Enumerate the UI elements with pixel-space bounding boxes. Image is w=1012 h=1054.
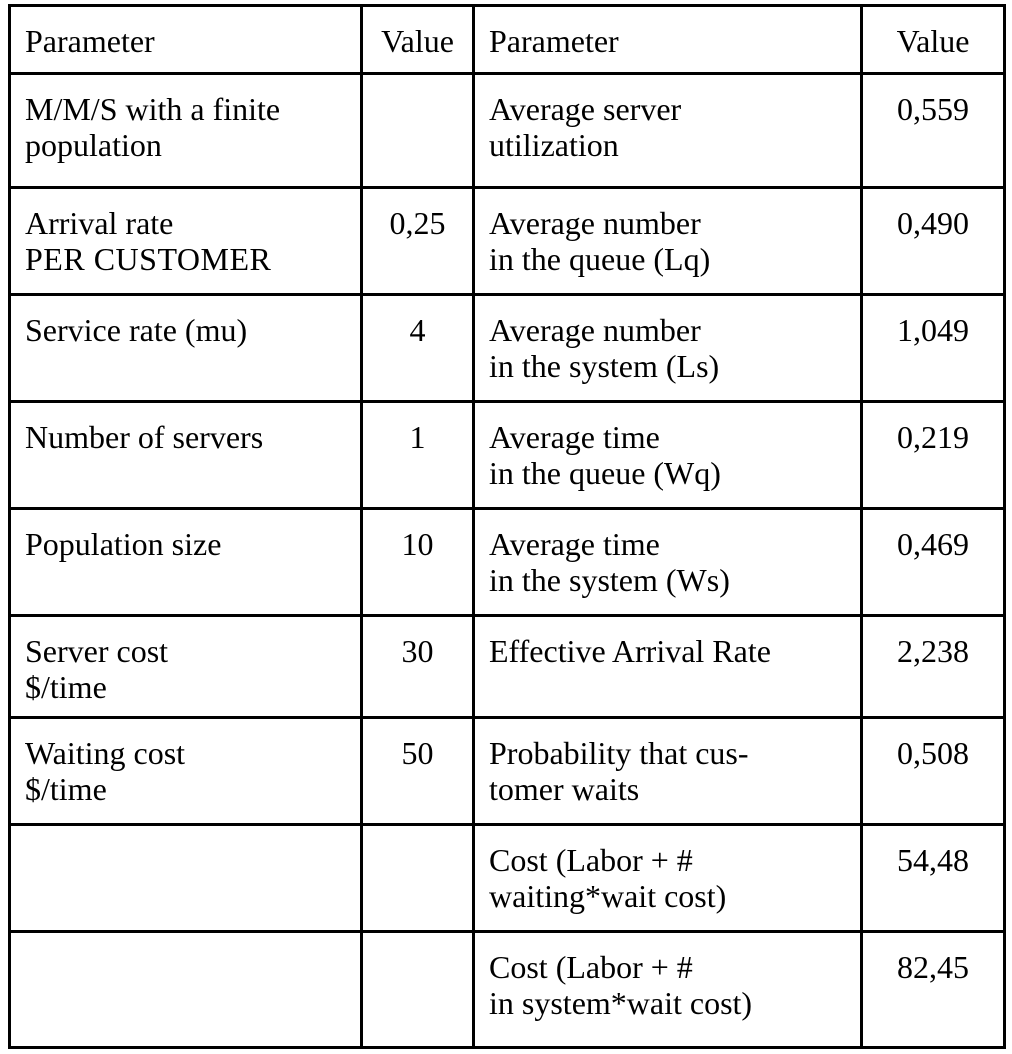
input-value-cell: 0,25 bbox=[362, 188, 474, 295]
output-parameter-line: Probability that cus- bbox=[489, 735, 749, 771]
header-value-left: Value bbox=[362, 6, 474, 74]
output-parameter-line: Effective Arrival Rate bbox=[489, 633, 771, 669]
input-parameter-cell bbox=[10, 295, 362, 402]
table-row bbox=[10, 509, 1005, 616]
input-parameter-line: Number of servers bbox=[25, 419, 264, 455]
input-parameter-cell bbox=[10, 402, 362, 509]
input-value-cell: 10 bbox=[362, 509, 474, 616]
table-row bbox=[10, 74, 1005, 188]
input-value-cell bbox=[362, 932, 474, 1048]
table-row bbox=[10, 718, 1005, 825]
table-row bbox=[10, 295, 1005, 402]
input-parameter-line: Server cost bbox=[25, 633, 169, 669]
output-parameter-cell bbox=[474, 825, 862, 932]
output-value-cell: 0,469 bbox=[862, 509, 1005, 616]
input-value-cell: 4 bbox=[362, 295, 474, 402]
input-value-cell bbox=[362, 825, 474, 932]
output-parameter-line: utilization bbox=[489, 127, 619, 163]
input-parameter-line: $/time bbox=[25, 669, 107, 705]
output-parameter-line: in system*wait cost) bbox=[489, 985, 753, 1021]
input-parameter-line: Service rate (mu) bbox=[25, 312, 248, 348]
output-parameter-cell bbox=[474, 188, 862, 295]
input-parameter-cell bbox=[10, 509, 362, 616]
input-parameter-line: M/M/S with a finite bbox=[25, 91, 281, 127]
input-parameter-line: Waiting cost bbox=[25, 735, 186, 771]
output-parameter-line: in the queue (Wq) bbox=[489, 455, 721, 491]
header-parameter-left: Parameter bbox=[10, 6, 362, 74]
output-parameter-line: Cost (Labor + # bbox=[489, 842, 693, 878]
output-parameter-cell bbox=[474, 402, 862, 509]
output-parameter-cell bbox=[474, 932, 862, 1048]
queueing-results-table bbox=[8, 4, 1006, 1049]
table-row bbox=[10, 825, 1005, 932]
output-value-cell: 0,508 bbox=[862, 718, 1005, 825]
output-parameter-line: in the system (Ls) bbox=[489, 348, 720, 384]
output-parameter-cell bbox=[474, 509, 862, 616]
output-value-cell: 0,559 bbox=[862, 74, 1005, 188]
output-parameter-line: Cost (Labor + # bbox=[489, 949, 693, 985]
header-value-right: Value bbox=[862, 6, 1005, 74]
table-row bbox=[10, 402, 1005, 509]
output-parameter-cell bbox=[474, 718, 862, 825]
output-value-cell: 2,238 bbox=[862, 616, 1005, 718]
output-parameter-line: in the queue (Lq) bbox=[489, 241, 711, 277]
input-parameter-cell bbox=[10, 932, 362, 1048]
output-value-cell: 1,049 bbox=[862, 295, 1005, 402]
output-parameter-line: in the system (Ws) bbox=[489, 562, 730, 598]
input-value-cell bbox=[362, 74, 474, 188]
output-parameter-line: waiting*wait cost) bbox=[489, 878, 727, 914]
header-parameter-right: Parameter bbox=[474, 6, 862, 74]
output-parameter-cell bbox=[474, 295, 862, 402]
input-parameter-cell bbox=[10, 616, 362, 718]
input-parameter-cell bbox=[10, 74, 362, 188]
table-row bbox=[10, 616, 1005, 718]
input-value-cell: 30 bbox=[362, 616, 474, 718]
input-value-cell: 1 bbox=[362, 402, 474, 509]
output-parameter-line: Average number bbox=[489, 312, 701, 348]
output-parameter-cell bbox=[474, 74, 862, 188]
output-parameter-line: Average time bbox=[489, 526, 660, 562]
output-value-cell: 0,219 bbox=[862, 402, 1005, 509]
input-parameter-line: Arrival rate bbox=[25, 205, 174, 241]
input-parameter-line: population bbox=[25, 127, 162, 163]
table-row bbox=[10, 188, 1005, 295]
output-value-cell: 0,490 bbox=[862, 188, 1005, 295]
table-row bbox=[10, 932, 1005, 1048]
output-parameter-cell bbox=[474, 616, 862, 718]
table-header-row bbox=[10, 6, 1005, 74]
input-parameter-cell bbox=[10, 718, 362, 825]
output-parameter-line: tomer waits bbox=[489, 771, 640, 807]
input-parameter-line: $/time bbox=[25, 771, 107, 807]
output-value-cell: 82,45 bbox=[862, 932, 1005, 1048]
output-parameter-line: Average number bbox=[489, 205, 701, 241]
input-parameter-line: PER CUSTOMER bbox=[25, 241, 272, 277]
output-parameter-line: Average time bbox=[489, 419, 660, 455]
input-value-cell: 50 bbox=[362, 718, 474, 825]
input-parameter-cell bbox=[10, 825, 362, 932]
input-parameter-cell bbox=[10, 188, 362, 295]
output-parameter-line: Average server bbox=[489, 91, 682, 127]
input-parameter-line: Population size bbox=[25, 526, 222, 562]
output-value-cell: 54,48 bbox=[862, 825, 1005, 932]
